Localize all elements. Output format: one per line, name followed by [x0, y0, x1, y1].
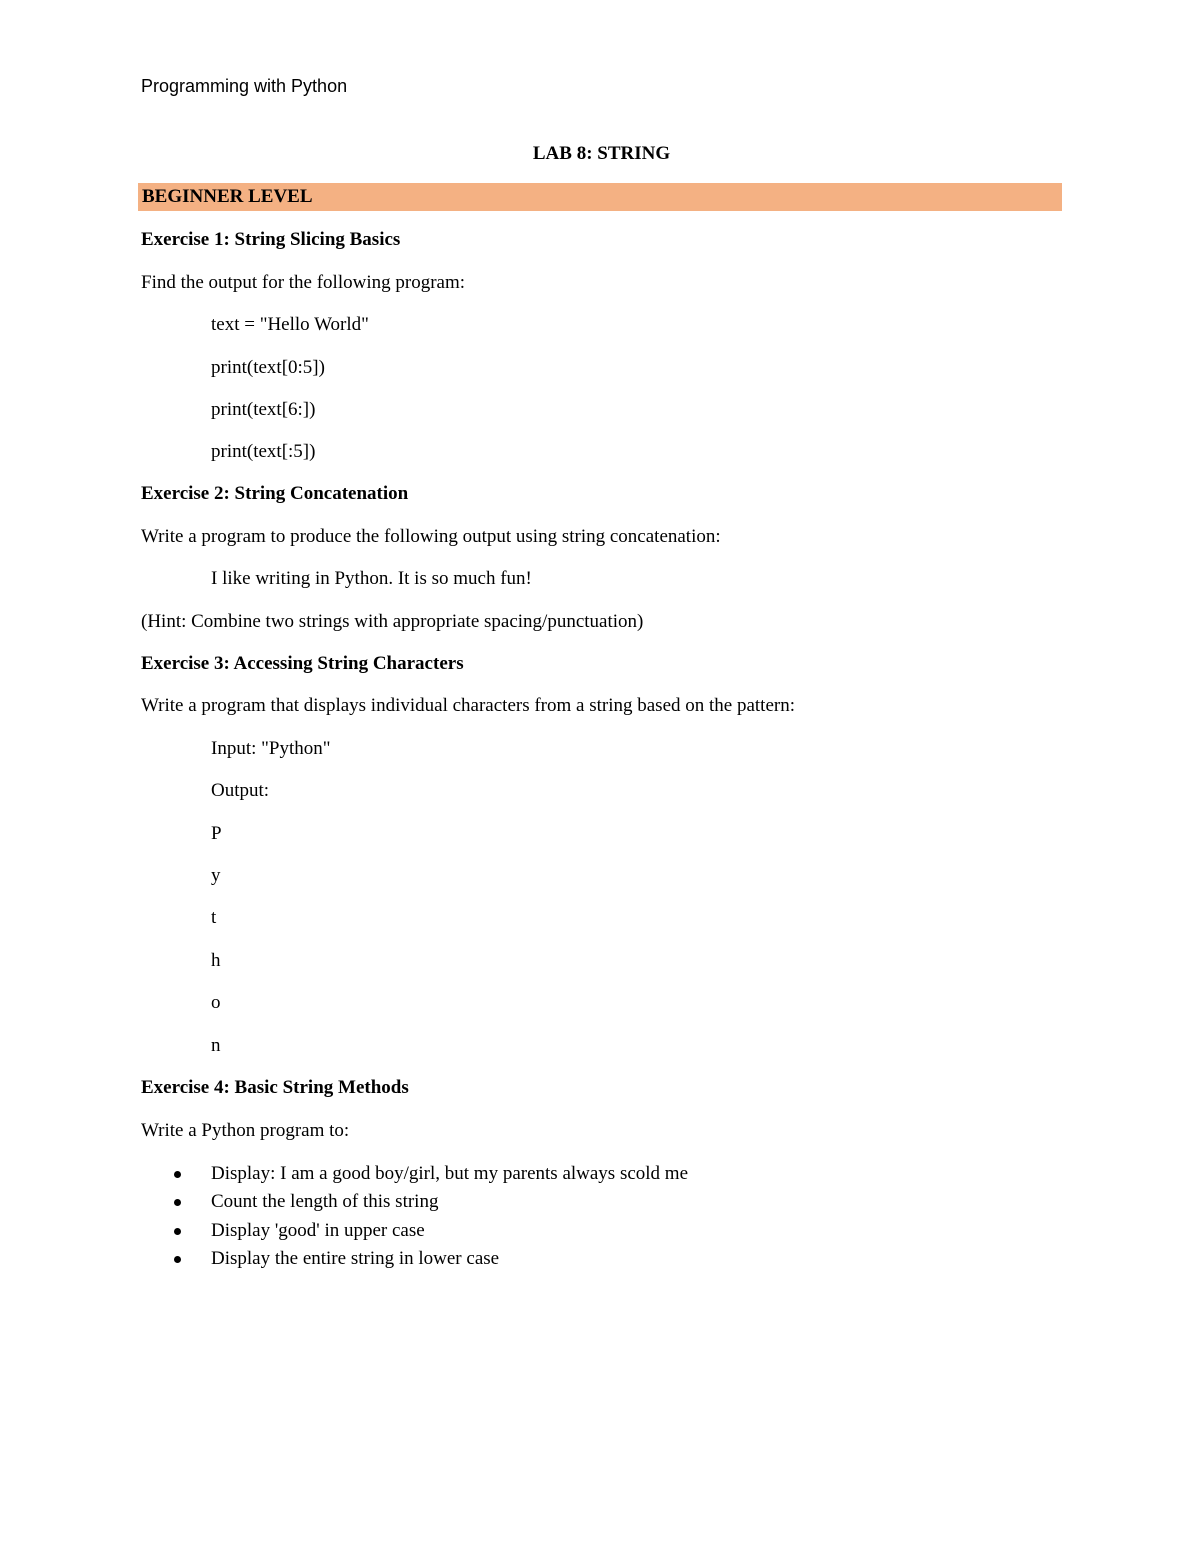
code-line: text = "Hello World" [211, 314, 369, 335]
output-character: n [211, 1035, 221, 1056]
code-line: print(text[0:5]) [211, 357, 325, 378]
running-header: Programming with Python [141, 76, 348, 96]
exercise-4-instruction: Write a Python program to: [141, 1120, 350, 1141]
bullet-icon [174, 1228, 181, 1235]
exercise-3-instruction: Write a program that displays individual characters from a string based on the pattern: [141, 695, 795, 716]
output-character: o [211, 992, 221, 1013]
exercise-4-heading: Exercise 4: Basic String Methods [141, 1077, 409, 1098]
exercise-3-output-label: Output: [211, 780, 270, 801]
exercise-2-heading: Exercise 2: String Concatenation [141, 483, 409, 504]
output-character: P [211, 823, 222, 844]
task-text: Display the entire string in lower case [211, 1248, 500, 1270]
code-line: print(text[6:]) [211, 399, 316, 420]
level-banner-label: BEGINNER LEVEL [142, 186, 313, 207]
task-text: Display: I am a good boy/girl, but my parents always scold me [211, 1163, 689, 1184]
exercise-2-instruction: Write a program to produce the following output using string concatenation: [141, 526, 721, 547]
output-character: t [211, 907, 217, 928]
code-line: print(text[:5]) [211, 441, 316, 462]
level-banner [138, 183, 1062, 211]
bullet-icon [174, 1199, 181, 1206]
exercise-2-hint: (Hint: Combine two strings with appropriate spacing/punctuation) [141, 611, 644, 632]
exercise-3-input-line: Input: "Python" [211, 738, 331, 759]
exercise-1-heading: Exercise 1: String Slicing Basics [141, 229, 401, 250]
task-text: Count the length of this string [211, 1191, 439, 1213]
task-text: Display 'good' in upper case [211, 1219, 425, 1241]
output-character: y [211, 865, 221, 886]
exercise-1-instruction: Find the output for the following program: [141, 272, 466, 293]
exercise-3-heading: Exercise 3: Accessing String Characters [141, 653, 464, 674]
bullet-icon [174, 1171, 181, 1178]
output-character: h [211, 950, 221, 971]
document-title: LAB 8: STRING [532, 143, 671, 164]
exercise-2-sample-output: I like writing in Python. It is so much fun! [211, 568, 532, 589]
bullet-icon [174, 1256, 181, 1263]
